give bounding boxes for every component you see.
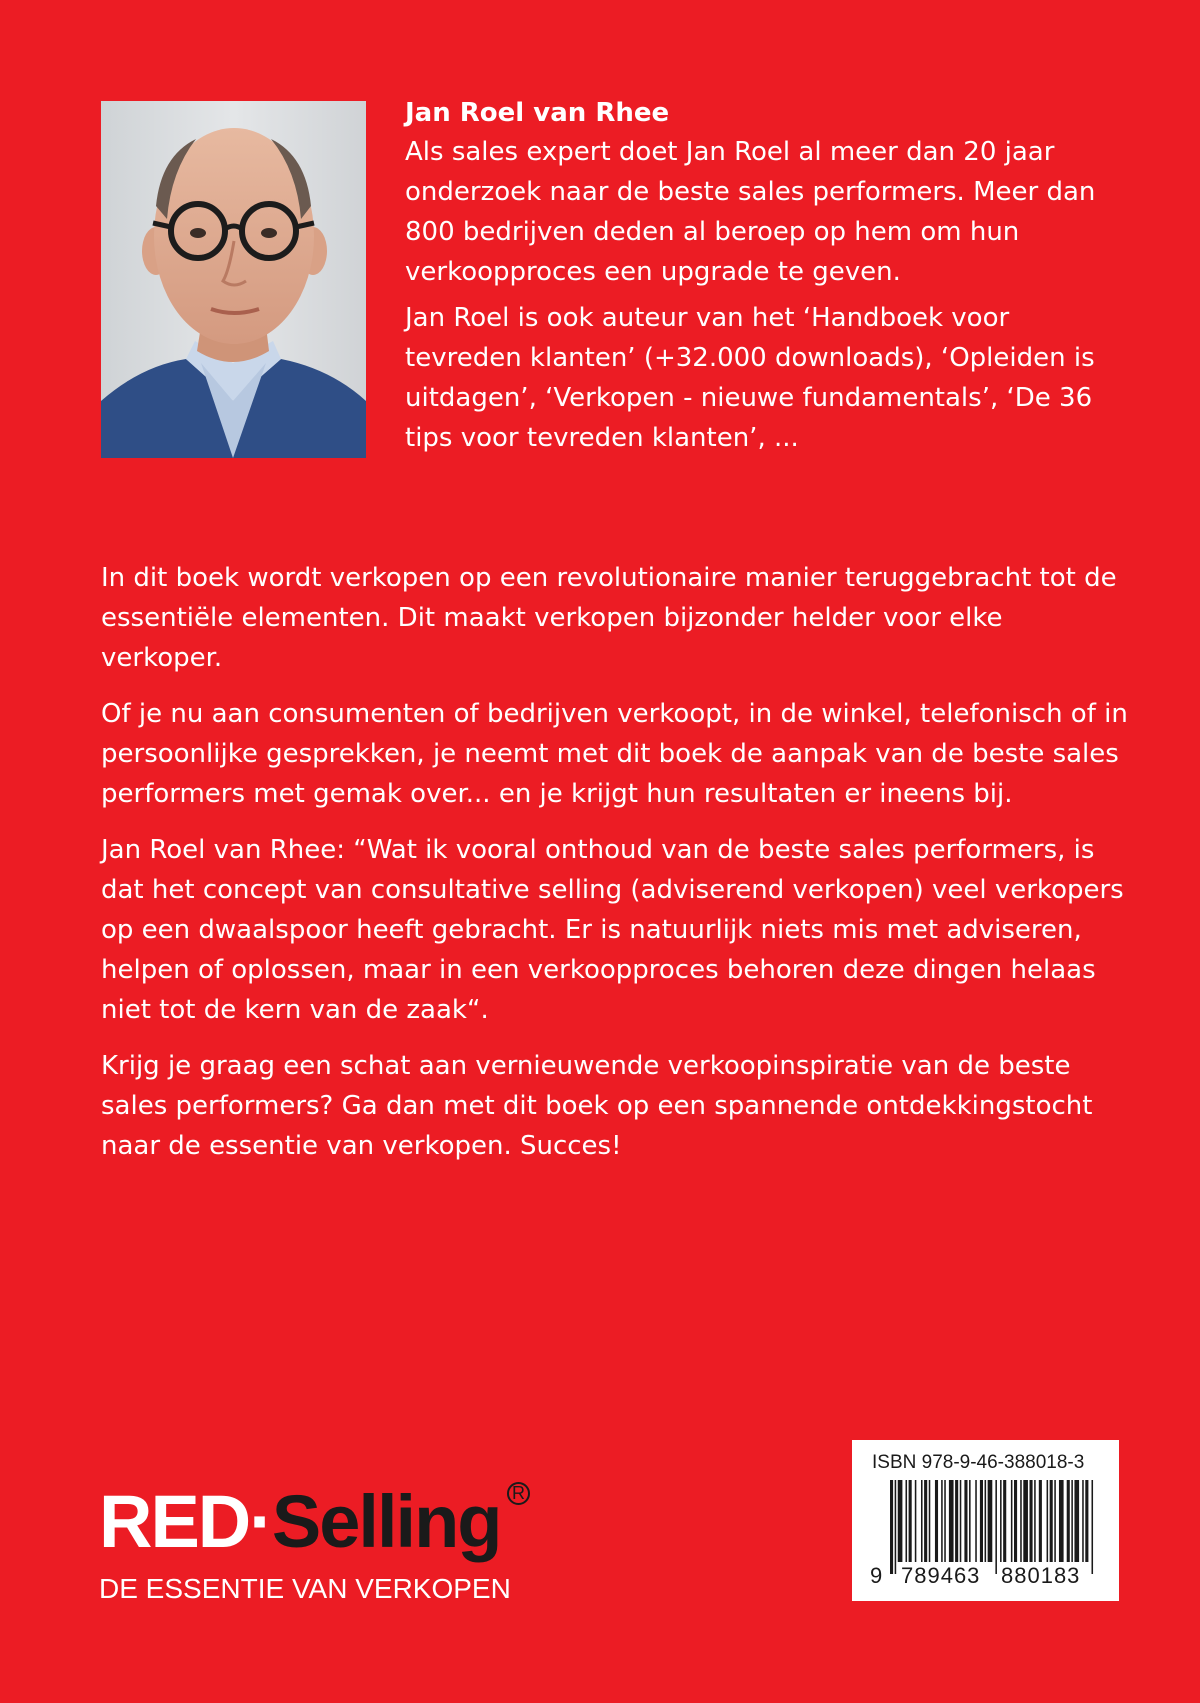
barcode-bar (1082, 1480, 1084, 1562)
barcode-bar (941, 1480, 943, 1562)
barcode-bar (1047, 1480, 1049, 1562)
author-name: Jan Roel van Rhee (405, 98, 670, 128)
barcode-bar (1071, 1480, 1073, 1562)
barcode-bar (915, 1480, 917, 1562)
barcode-digit-first: 9 (870, 1563, 883, 1588)
logo-tagline: DE ESSENTIE VAN VERKOPEN (99, 1573, 511, 1604)
barcode-bar (964, 1480, 967, 1562)
barcode-bar (1050, 1480, 1053, 1562)
isbn-label: ISBN 978-9-46-388018-3 (872, 1452, 1085, 1473)
barcode-bar (1023, 1480, 1028, 1562)
logo-wordmark (99, 1482, 559, 1562)
barcode-bar (980, 1480, 983, 1562)
description-paragraph: In dit boek wordt verkopen op een revolutionaire manier teruggebracht tot de essentiële elementen. Dit maakt verkopen bijzonder helder voor elke verkoper. (101, 563, 1117, 673)
logo-selling: Selling (271, 1480, 501, 1563)
barcode-bar (1003, 1480, 1006, 1562)
barcode-bar (935, 1480, 938, 1562)
barcode-bar (1054, 1480, 1056, 1562)
barcode-bar (1011, 1480, 1013, 1562)
barcode-bar (1085, 1480, 1088, 1562)
barcode-bar (924, 1480, 927, 1562)
barcode-bar (975, 1480, 977, 1562)
barcode-bar (995, 1480, 997, 1574)
barcode-bar (955, 1480, 958, 1562)
barcode-bar (988, 1480, 993, 1562)
barcode-bar (921, 1480, 923, 1562)
barcode-bar (1059, 1480, 1064, 1562)
barcode-bar (1092, 1480, 1094, 1574)
barcode-digits-right: 880183 (1001, 1563, 1081, 1588)
barcode-bar (895, 1480, 897, 1574)
barcode-bar (1014, 1480, 1017, 1562)
barcode-bar (1000, 1480, 1002, 1562)
barcode-bar (1030, 1480, 1033, 1562)
barcode-bar (1034, 1480, 1036, 1562)
author-bio (405, 94, 1125, 468)
logo-red: RED (99, 1480, 250, 1563)
author-photo (101, 101, 366, 458)
barcode-bar (1020, 1480, 1022, 1562)
barcode-bar (1039, 1480, 1042, 1562)
barcode-bar (949, 1480, 954, 1562)
barcode-bar (909, 1480, 912, 1562)
barcode-bar (1074, 1480, 1079, 1562)
barcode-digits-left: 789463 (901, 1563, 981, 1588)
red-selling-logo (99, 1482, 559, 1606)
barcode-bar (1067, 1480, 1070, 1562)
barcode-bar (985, 1480, 987, 1562)
logo-dot: · (249, 1480, 272, 1563)
description-paragraph: Jan Roel van Rhee: “Wat ik vooral onthoud van de beste sales performers, is dat het concept van consultative selling (adviserend verkopen) veel verkopers op een dwaalspoor heeft gebracht. Er is natuurlijk niets mis met adviseren, helpen of oplossen, maar in een verkoopproces behoren deze dingen helaas niet tot de kern van de zaak“. (101, 835, 1124, 1025)
barcode-bar (906, 1480, 908, 1562)
description-paragraph: Of je nu aan consumenten of bedrijven verkoopt, in de winkel, telefonisch of in persoonlijke gesprekken, je neemt met dit boek de aanpak van de beste sales performers met gemak over... en je krijgt hun resultaten er ineens bij. (101, 699, 1128, 809)
barcode-bar (969, 1480, 971, 1562)
barcode-bar (898, 1480, 903, 1562)
barcode-bar (890, 1480, 893, 1574)
registered-trademark-icon: R (507, 1482, 530, 1505)
isbn-barcode (852, 1440, 1119, 1601)
book-description (101, 558, 1131, 1182)
description-paragraph: Krijg je graag een schat aan vernieuwende verkoopinspiratie van de beste sales performers? Ga dan met dit boek op een spannende ontdekkingstocht naar de essentie van verkopen. Succes! (101, 1051, 1093, 1161)
barcode-bar (929, 1480, 931, 1562)
barcode-bar (960, 1480, 962, 1562)
barcode-bar (944, 1480, 946, 1562)
author-bio-paragraph: Jan Roel is ook auteur van het ‘Handboek voor tevreden klanten’ (+32.000 downloads), ‘Opleiden is uitdagen’, ‘Verkopen - nieuwe fundamentals’, ‘De 36 tips voor tevreden klanten’, ... (405, 303, 1095, 453)
author-bio-paragraph: Als sales expert doet Jan Roel al meer dan 20 jaar onderzoek naar de beste sales performers. Meer dan 800 bedrijven deden al beroep op hem om hun verkoopproces een upgrade te geven. (405, 137, 1096, 287)
